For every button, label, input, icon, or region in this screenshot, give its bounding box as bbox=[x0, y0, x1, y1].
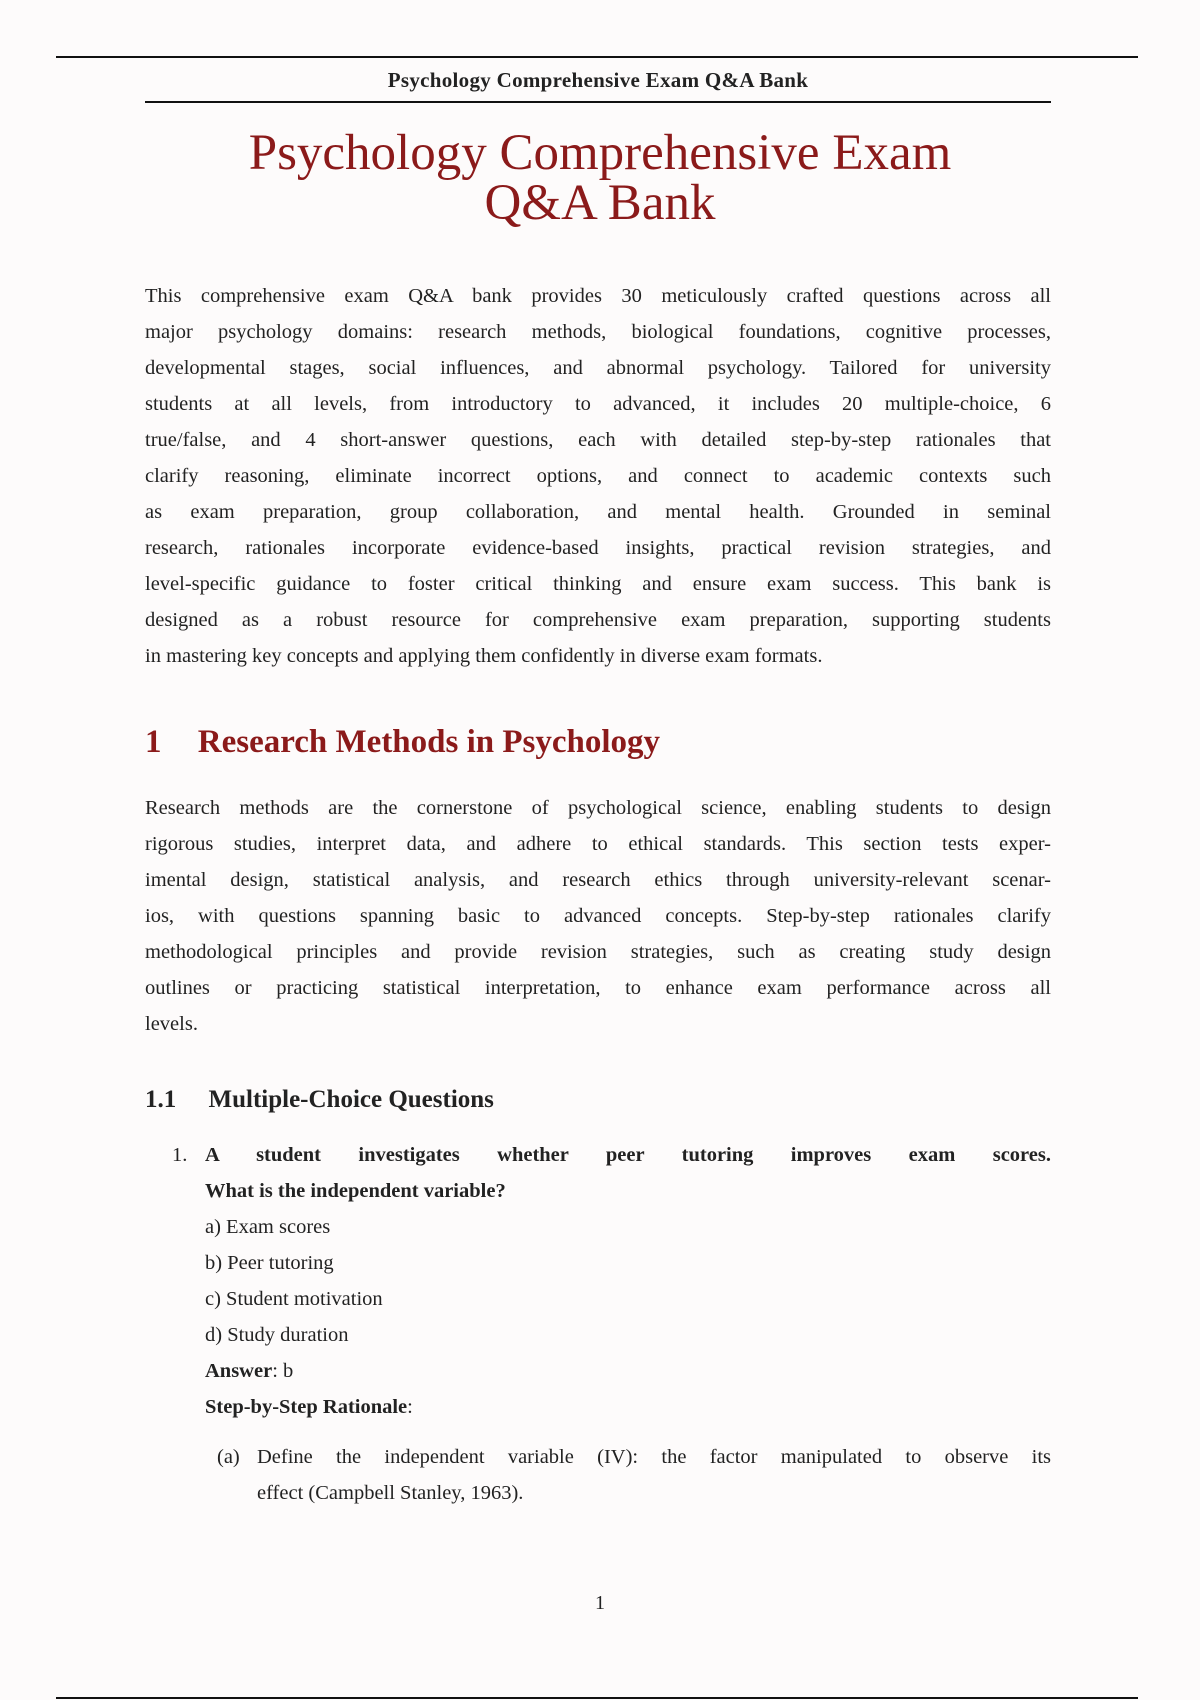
rationale-step-a bbox=[205, 1439, 1051, 1511]
document-title bbox=[100, 125, 1100, 231]
page-number: 1 bbox=[595, 1592, 605, 1614]
subsection-title: Multiple-Choice Questions bbox=[208, 1086, 494, 1113]
top-page-rule bbox=[56, 56, 1138, 58]
option-b: b) Peer tutoring bbox=[205, 1252, 334, 1274]
title-line-2: Q&A Bank bbox=[484, 175, 716, 231]
paragraph-line: developmental stages, social influences, and abnormal psychology. Tailored for university bbox=[145, 357, 1051, 379]
rationale-label: Step-by-Step Rationale bbox=[205, 1396, 408, 1418]
step-label: (a) bbox=[217, 1446, 240, 1468]
section-paragraph bbox=[145, 790, 1051, 1042]
section-number: 1 bbox=[145, 724, 162, 760]
option-a: a) Exam scores bbox=[205, 1216, 331, 1238]
intro-paragraph bbox=[145, 278, 1051, 674]
paragraph-line: outlines or practicing statistical interpretation, to enhance exam performance across all bbox=[145, 977, 1051, 999]
section-heading bbox=[145, 724, 660, 761]
subsection-heading bbox=[145, 1086, 494, 1114]
answer-value: : b bbox=[272, 1360, 294, 1382]
subsection-number: 1.1 bbox=[145, 1086, 177, 1113]
paragraph-line: levels. bbox=[145, 1013, 198, 1035]
paragraph-line: research, rationales incorporate evidence-based insights, practical revision strategies, and bbox=[145, 537, 1051, 559]
header-rule bbox=[145, 101, 1051, 103]
option-d: d) Study duration bbox=[205, 1324, 349, 1346]
paragraph-line: major psychology domains: research methods, biological foundations, cognitive processes, bbox=[145, 321, 1051, 343]
title-line-1: Psychology Comprehensive Exam bbox=[248, 125, 952, 181]
running-header: Psychology Comprehensive Exam Q&A Bank bbox=[387, 68, 809, 92]
paragraph-line: level-specific guidance to foster critical thinking and ensure exam success. This bank is bbox=[145, 573, 1051, 595]
question-text-line: A student investigates whether peer tutoring improves exam scores. bbox=[205, 1144, 1051, 1166]
paragraph-line: This comprehensive exam Q&A bank provides 30 meticulously crafted questions across all bbox=[145, 285, 1051, 307]
answer-label: Answer bbox=[205, 1360, 273, 1382]
section-title: Research Methods in Psychology bbox=[197, 724, 661, 760]
paragraph-line: as exam preparation, group collaboration, and mental health. Grounded in seminal bbox=[145, 501, 1051, 523]
paragraph-line: students at all levels, from introductory to advanced, it includes 20 multiple-choice, 6 bbox=[145, 393, 1051, 415]
paragraph-line: designed as a robust resource for comprehensive exam preparation, supporting students bbox=[145, 609, 1051, 631]
step-text-line: effect (Campbell Stanley, 1963). bbox=[257, 1482, 524, 1504]
paragraph-line: imental design, statistical analysis, and research ethics through university-relevant scenar- bbox=[145, 869, 1051, 891]
paragraph-line: in mastering key concepts and applying them confidently in diverse exam formats. bbox=[145, 645, 823, 667]
option-c: c) Student motivation bbox=[205, 1288, 383, 1310]
paragraph-line: rigorous studies, interpret data, and adhere to ethical standards. This section tests exper- bbox=[145, 833, 1051, 855]
paragraph-line: Research methods are the cornerstone of psychological science, enabling students to design bbox=[145, 797, 1051, 819]
answer-line bbox=[205, 1353, 1051, 1389]
step-text-line: Define the independent variable (IV): the factor manipulated to observe its bbox=[257, 1446, 1051, 1468]
paragraph-line: true/false, and 4 short-answer questions, each with detailed step-by-step rationales that bbox=[145, 429, 1051, 451]
rationale-heading: Step-by-Step Rationale: bbox=[205, 1396, 413, 1418]
bottom-page-rule bbox=[56, 1697, 1138, 1699]
question-number: 1. bbox=[172, 1144, 188, 1166]
paragraph-line: clarify reasoning, eliminate incorrect options, and connect to academic contexts such bbox=[145, 465, 1051, 487]
paragraph-line: ios, with questions spanning basic to advanced concepts. Step-by-step rationales clarify bbox=[145, 905, 1051, 927]
paragraph-line: methodological principles and provide revision strategies, such as creating study design bbox=[145, 941, 1051, 963]
question-text-line: What is the independent variable? bbox=[205, 1180, 506, 1202]
